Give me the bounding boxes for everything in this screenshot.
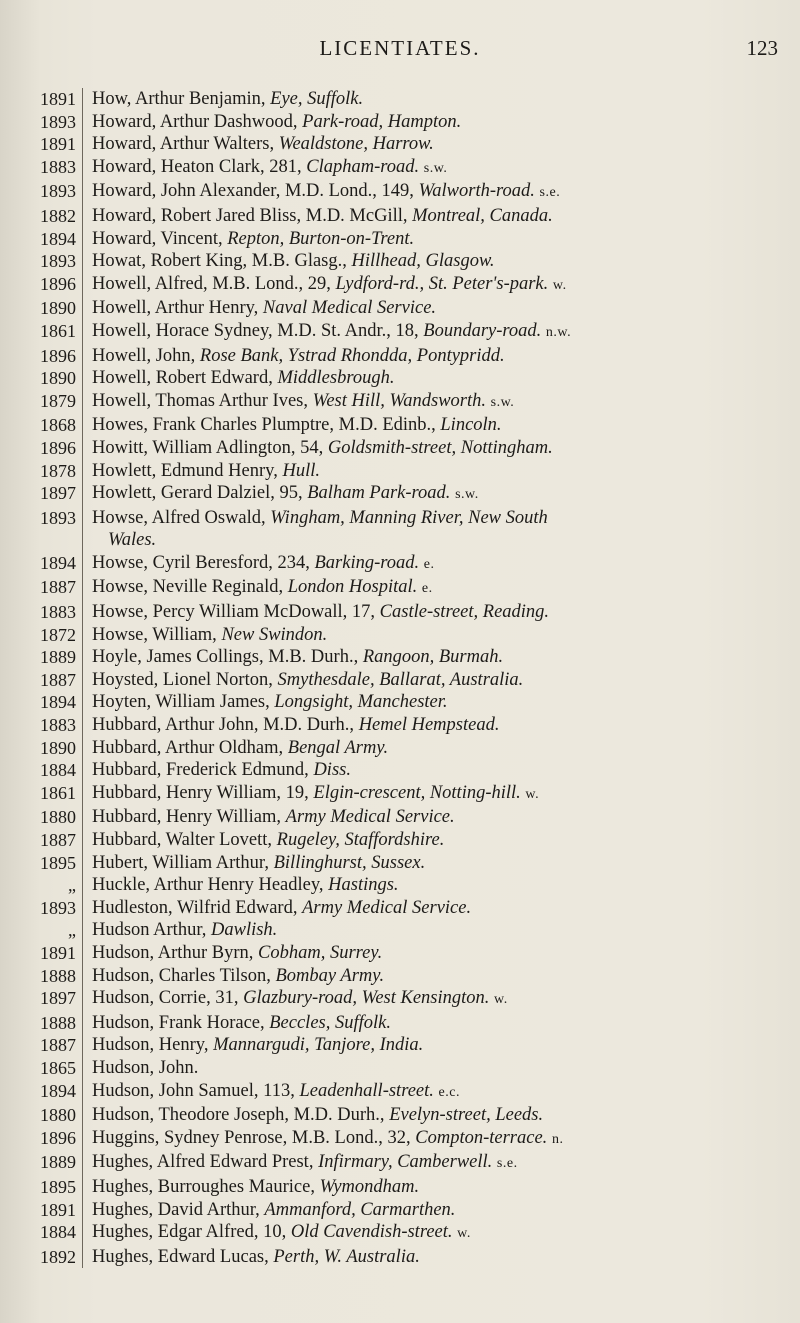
register-entry: [0, 987, 800, 1012]
entry-text: [83, 273, 800, 298]
entry-place: Goldsmith-street, Nottingham.: [327, 437, 553, 458]
register-entry: [0, 829, 800, 852]
entry-year: 1880: [40, 1105, 76, 1126]
entry-place: Beccles, Suffolk.: [269, 1012, 391, 1033]
entry-place: Mannargudi, Tanjore, India.: [213, 1035, 424, 1056]
register-entry: [0, 942, 800, 965]
entry-text: [83, 390, 800, 415]
entry-district: s.w.: [490, 394, 515, 410]
register-entry: [0, 1246, 800, 1269]
entry-place: Balham Park-road.: [307, 483, 451, 504]
entry-name: Howard, Arthur Dashwood,: [92, 111, 303, 132]
entry-place: Hemel Hempstead.: [358, 715, 500, 736]
register-entry: [0, 759, 800, 782]
register-entry: [0, 205, 800, 228]
entry-text: [83, 133, 800, 156]
entry-text: [83, 250, 800, 273]
register-entry: [0, 897, 800, 920]
entry-name: Hoyle, James Collings, M.B. Durh.,: [92, 647, 363, 668]
entry-year: 1878: [40, 460, 76, 481]
entry-place: Smythesdale, Ballarat, Australia.: [277, 669, 524, 690]
entry-text: [83, 669, 800, 692]
entry-name: Howell, Horace Sydney, M.D. St. Andr., 18,: [92, 320, 424, 341]
entry-year: 1884: [40, 760, 76, 781]
register-entry: [0, 414, 800, 437]
entry-district: w.: [494, 992, 508, 1008]
entry-text: [83, 806, 800, 829]
entry-place: Montreal, Canada.: [412, 205, 553, 226]
entry-year: 1893: [40, 251, 76, 272]
entry-name: Huggins, Sydney Penrose, M.B. Lond., 32,: [92, 1127, 416, 1148]
entry-place: Clapham-road.: [306, 156, 420, 177]
entry-place: Barking-road.: [314, 552, 420, 573]
entry-text: [83, 1221, 800, 1246]
entry-place: Rangoon, Burmah.: [362, 647, 504, 668]
entry-text: [83, 829, 800, 852]
entry-place: West Hill, Wandsworth.: [312, 390, 486, 411]
entry-year: 1889: [40, 1152, 76, 1173]
entry-name: Howitt, William Adlington, 54,: [92, 437, 328, 458]
entry-place: Longsight, Manchester.: [274, 692, 448, 713]
entry-name: Hubbard, Arthur John, M.D. Durh.,: [92, 715, 359, 736]
entry-name: Howes, Frank Charles Plumptre, M.D. Edinb.,: [92, 415, 441, 436]
entry-year: 1887: [40, 1035, 76, 1056]
entry-text: [83, 919, 800, 942]
entry-year: 1894: [40, 1080, 76, 1101]
entry-place: Park-road, Hampton.: [302, 111, 462, 132]
register-entry: [0, 1127, 800, 1152]
entry-name: Hudson, John.: [92, 1057, 199, 1078]
entry-year: 1887: [40, 577, 76, 598]
entry-place: Army Medical Service.: [302, 897, 472, 918]
entry-year: 1882: [40, 205, 76, 226]
register-entry: [0, 782, 800, 807]
entry-text: [83, 576, 800, 601]
register-entry: [0, 507, 800, 552]
register-entry: [0, 390, 800, 415]
entry-place: Wingham, Manning River, New South: [270, 507, 548, 528]
register-entry: [0, 669, 800, 692]
entry-year: 1892: [40, 1246, 76, 1267]
register-entry: [0, 552, 800, 577]
entry-text: [83, 1034, 800, 1057]
page-header: [0, 36, 800, 62]
entry-year: 1887: [40, 830, 76, 850]
entry-year: 1895: [40, 852, 76, 873]
entry-year: 1861: [40, 782, 76, 803]
entry-name: Hudson Arthur,: [92, 920, 211, 941]
entry-name: Hudson, Arthur Byrn,: [92, 942, 258, 963]
entry-place: New Swindon.: [221, 624, 328, 645]
entry-year: 1868: [40, 415, 76, 436]
entry-name: Howell, Thomas Arthur Ives,: [92, 390, 313, 411]
entry-name: Hubert, William Arthur,: [92, 852, 274, 873]
register-entry: [0, 482, 800, 507]
entry-name: Howell, Alfred, M.B. Lond., 29,: [92, 273, 336, 294]
entry-text: [83, 624, 800, 647]
entry-year: 1893: [40, 507, 76, 528]
entry-text: [83, 507, 800, 552]
register-entry: [0, 180, 800, 205]
entry-text: [83, 482, 800, 507]
entry-text: [83, 714, 800, 737]
register-entry: [0, 250, 800, 273]
entry-text: [83, 228, 800, 251]
register-entry: [0, 156, 800, 181]
entry-text: [83, 460, 800, 483]
entry-place: Bengal Army.: [287, 737, 389, 758]
register-entry: [0, 624, 800, 647]
entry-name: Hudson, Charles Tilson,: [92, 965, 276, 986]
entry-year: 1888: [40, 965, 76, 986]
entry-place: Perth, W. Australia.: [273, 1246, 420, 1267]
entry-name: Howell, Arthur Henry,: [92, 298, 263, 319]
entry-district: e.c.: [438, 1084, 460, 1100]
entry-year: 1894: [40, 228, 76, 249]
register-entry: [0, 88, 800, 111]
register-entry: [0, 691, 800, 714]
entry-year: 1883: [40, 715, 76, 736]
entry-name: Howse, William,: [92, 624, 222, 645]
entry-name: Howell, John,: [92, 345, 200, 366]
register-entry: [0, 646, 800, 669]
entry-year: 1891: [40, 942, 76, 963]
entry-text: [83, 897, 800, 920]
entry-place: Wealdstone, Harrow.: [278, 134, 434, 155]
entry-text: [83, 552, 800, 577]
entry-year: 1896: [40, 273, 76, 294]
entry-year: 1891: [40, 134, 76, 155]
entry-year: 1897: [40, 483, 76, 504]
entry-name: Howat, Robert King, M.B. Glasg.,: [92, 251, 352, 272]
running-title: LICENTIATES.: [319, 36, 481, 60]
entry-text: [83, 1104, 800, 1127]
register-entry: [0, 714, 800, 737]
entry-name: Hughes, David Arthur,: [92, 1199, 265, 1220]
entry-text: [83, 1012, 800, 1035]
entry-place: Rose Bank, Ystrad Rhondda, Pontypridd.: [199, 345, 505, 366]
entry-district: s.e.: [539, 185, 561, 201]
register-entry: [0, 1057, 800, 1080]
entry-name: Howse, Cyril Beresford, 234,: [92, 552, 315, 573]
entry-place: Evelyn-street, Leeds.: [389, 1105, 544, 1126]
entry-text: [83, 437, 800, 460]
entry-year: 1891: [40, 89, 76, 109]
register-entry: [0, 1199, 800, 1222]
entry-district: w.: [552, 277, 567, 293]
entry-name: Hughes, Burroughes Maurice,: [92, 1176, 320, 1197]
entry-year: 1888: [40, 1012, 76, 1033]
entry-place: Compton-terrace.: [415, 1127, 548, 1148]
entry-district: s.e.: [496, 1156, 518, 1172]
register-entry: [0, 919, 800, 942]
register-entry: [0, 1034, 800, 1057]
entry-place: Billinghurst, Sussex.: [273, 852, 426, 873]
page-number: 123: [746, 36, 778, 60]
entry-text: [83, 297, 800, 320]
entry-text: [83, 1199, 800, 1222]
entry-text: [83, 1246, 800, 1269]
entry-year: 1894: [40, 552, 76, 573]
register-entry: [0, 133, 800, 156]
register-entry: [0, 320, 800, 345]
entry-name: Howell, Robert Edward,: [92, 368, 278, 389]
entry-place: Naval Medical Service.: [262, 298, 437, 319]
entry-name: Howard, Arthur Walters,: [92, 134, 279, 155]
entry-name: Hudson, Corrie, 31,: [92, 988, 244, 1009]
entry-year: 1894: [40, 692, 76, 713]
entry-name: Hudson, Frank Horace,: [92, 1012, 270, 1033]
entry-district: e.: [423, 556, 435, 572]
entry-place: Dawlish.: [211, 920, 278, 941]
entry-text: [83, 205, 800, 228]
entry-place: Old Cavendish-street.: [290, 1222, 453, 1243]
entry-text: [83, 874, 800, 897]
entry-name: Hubbard, Frederick Edmund,: [92, 760, 314, 781]
entry-place: London Hospital.: [287, 577, 418, 598]
entry-text: [83, 320, 800, 345]
register-entry: [0, 297, 800, 320]
entry-year: 1861: [40, 320, 76, 341]
entry-text: [83, 156, 800, 181]
entry-continuation: Wales.: [108, 530, 157, 551]
entry-place: Eye, Suffolk.: [270, 89, 364, 109]
entry-place: Hull.: [282, 460, 320, 481]
entry-place: Boundary-road.: [423, 320, 542, 341]
entry-text: [83, 345, 800, 368]
entry-name: Hubbard, Walter Lovett,: [92, 830, 277, 850]
entry-year: 1896: [40, 437, 76, 458]
entry-text: [83, 1151, 800, 1176]
entry-year: 1889: [40, 647, 76, 668]
entry-name: Hudleston, Wilfrid Edward,: [92, 897, 303, 918]
entry-name: Howard, John Alexander, M.D. Lond., 149,: [92, 181, 419, 202]
entry-year: 1897: [40, 988, 76, 1009]
entry-text: [83, 1176, 800, 1199]
register-entry: [0, 852, 800, 875]
entry-district: s.w.: [423, 160, 448, 176]
entry-name: Howard, Heaton Clark, 281,: [92, 156, 307, 177]
entry-text: [83, 111, 800, 134]
entry-place: Repton, Burton-on-Trent.: [227, 228, 415, 249]
entry-year: 1891: [40, 1199, 76, 1220]
register-entry: [0, 437, 800, 460]
entry-district: e.: [421, 581, 433, 597]
entry-text: [83, 1127, 800, 1152]
entry-name: Hoysted, Lionel Norton,: [92, 669, 278, 690]
entry-text: [83, 691, 800, 714]
entry-year: 1887: [40, 669, 76, 690]
entry-text: [83, 1080, 800, 1105]
entry-name: Hudson, Henry,: [92, 1035, 214, 1056]
entry-name: Hubbard, Henry William,: [92, 807, 286, 828]
entry-year: 1880: [40, 807, 76, 828]
register-entry: [0, 1176, 800, 1199]
entry-name: Howlett, Gerard Dalziel, 95,: [92, 483, 308, 504]
entry-text: [83, 601, 800, 624]
entry-place: Bombay Army.: [275, 965, 385, 986]
entry-year: 1896: [40, 1127, 76, 1148]
entry-year: 1879: [40, 390, 76, 411]
entry-year: 1890: [40, 368, 76, 389]
entry-place: Glazbury-road, West Kensington.: [243, 988, 490, 1009]
entry-year: 1884: [40, 1222, 76, 1243]
entry-district: n.: [551, 1131, 564, 1147]
entry-place: Castle-street, Reading.: [379, 602, 550, 623]
entry-year: 1890: [40, 298, 76, 319]
entry-district: n.w.: [545, 324, 572, 340]
entry-name: Howse, Alfred Oswald,: [92, 507, 271, 528]
register-entry: [0, 111, 800, 134]
entry-text: [83, 1057, 800, 1080]
entry-name: Hoyten, William James,: [92, 692, 275, 713]
entry-year: 1893: [40, 111, 76, 132]
entry-name: How, Arthur Benjamin,: [92, 89, 271, 109]
entry-name: Howse, Percy William McDowall, 17,: [92, 602, 380, 623]
register-entry: [0, 273, 800, 298]
entry-text: [83, 737, 800, 760]
entry-place: Wymondham.: [319, 1176, 420, 1197]
entry-place: Infirmary, Camberwell.: [318, 1152, 493, 1173]
entry-name: Huckle, Arthur Henry Headley,: [92, 875, 329, 896]
register-entry: [0, 367, 800, 390]
entry-text: [83, 367, 800, 390]
entry-name: Howard, Robert Jared Bliss, M.D. McGill,: [92, 205, 413, 226]
entry-text: [83, 759, 800, 782]
entry-place: Lincoln.: [440, 415, 502, 436]
register-entry: [0, 601, 800, 624]
entry-name: Howlett, Edmund Henry,: [92, 460, 283, 481]
entry-place: Rugeley, Staffordshire.: [276, 830, 445, 850]
register-entry: [0, 874, 800, 897]
entry-name: Hubbard, Arthur Oldham,: [92, 737, 288, 758]
entry-place: Elgin-crescent, Notting-hill.: [313, 782, 521, 803]
register-entry: [0, 806, 800, 829]
entry-place: Leadenhall-street.: [299, 1080, 434, 1101]
entry-text: [83, 646, 800, 669]
entry-year: 1883: [40, 602, 76, 623]
entry-name: Hughes, Alfred Edward Prest,: [92, 1152, 319, 1173]
entry-year: „: [68, 920, 76, 941]
entry-year: 1883: [40, 156, 76, 177]
entry-name: Hubbard, Henry William, 19,: [92, 782, 314, 803]
entry-year: 1872: [40, 624, 76, 645]
entry-place: Lydford-rd., St. Peter's-park.: [335, 273, 549, 294]
entry-place: Ammanford, Carmarthen.: [264, 1199, 456, 1220]
register-entry: [0, 576, 800, 601]
register-entry: [0, 1080, 800, 1105]
entry-year: „: [68, 875, 76, 896]
register-list: [0, 88, 800, 1308]
entry-year: 1896: [40, 345, 76, 366]
entry-name: Hughes, Edgar Alfred, 10,: [92, 1222, 291, 1243]
entry-text: [83, 942, 800, 965]
register-entry: [0, 345, 800, 368]
register-entry: [0, 737, 800, 760]
register-entry: [0, 1221, 800, 1246]
register-entry: [0, 1104, 800, 1127]
entry-text: [83, 987, 800, 1012]
entry-district: s.w.: [455, 487, 479, 503]
entry-place: Cobham, Surrey.: [258, 942, 383, 963]
entry-district: w.: [457, 1226, 471, 1242]
entry-name: Hughes, Edward Lucas,: [92, 1246, 274, 1267]
register-entry: [0, 228, 800, 251]
register-entry: [0, 1012, 800, 1035]
entry-name: Howard, Vincent,: [92, 228, 228, 249]
entry-name: Hudson, Theodore Joseph, M.D. Durh.,: [92, 1105, 390, 1126]
entry-text: [83, 88, 800, 111]
entry-text: [83, 414, 800, 437]
entry-name: Hudson, John Samuel, 113,: [92, 1080, 300, 1101]
entry-year: 1893: [40, 897, 76, 918]
entry-place: Army Medical Service.: [285, 807, 455, 828]
entry-text: [83, 965, 800, 988]
entry-text: [83, 782, 800, 807]
entry-year: 1865: [40, 1057, 76, 1078]
register-entry: [0, 460, 800, 483]
entry-year: 1893: [40, 181, 76, 202]
entry-text: [83, 852, 800, 875]
entry-place: Diss.: [313, 760, 351, 781]
entry-place: Walworth-road.: [418, 181, 535, 202]
entry-text: [83, 180, 800, 205]
entry-year: 1890: [40, 737, 76, 758]
entry-year: 1895: [40, 1176, 76, 1197]
entry-place: Hillhead, Glasgow.: [351, 251, 495, 272]
entry-district: w.: [525, 786, 540, 802]
entry-place: Middlesbrough.: [277, 368, 395, 389]
register-entry: [0, 965, 800, 988]
register-entry: [0, 1151, 800, 1176]
entry-name: Howse, Neville Reginald,: [92, 577, 288, 598]
entry-place: Hastings.: [328, 875, 399, 896]
